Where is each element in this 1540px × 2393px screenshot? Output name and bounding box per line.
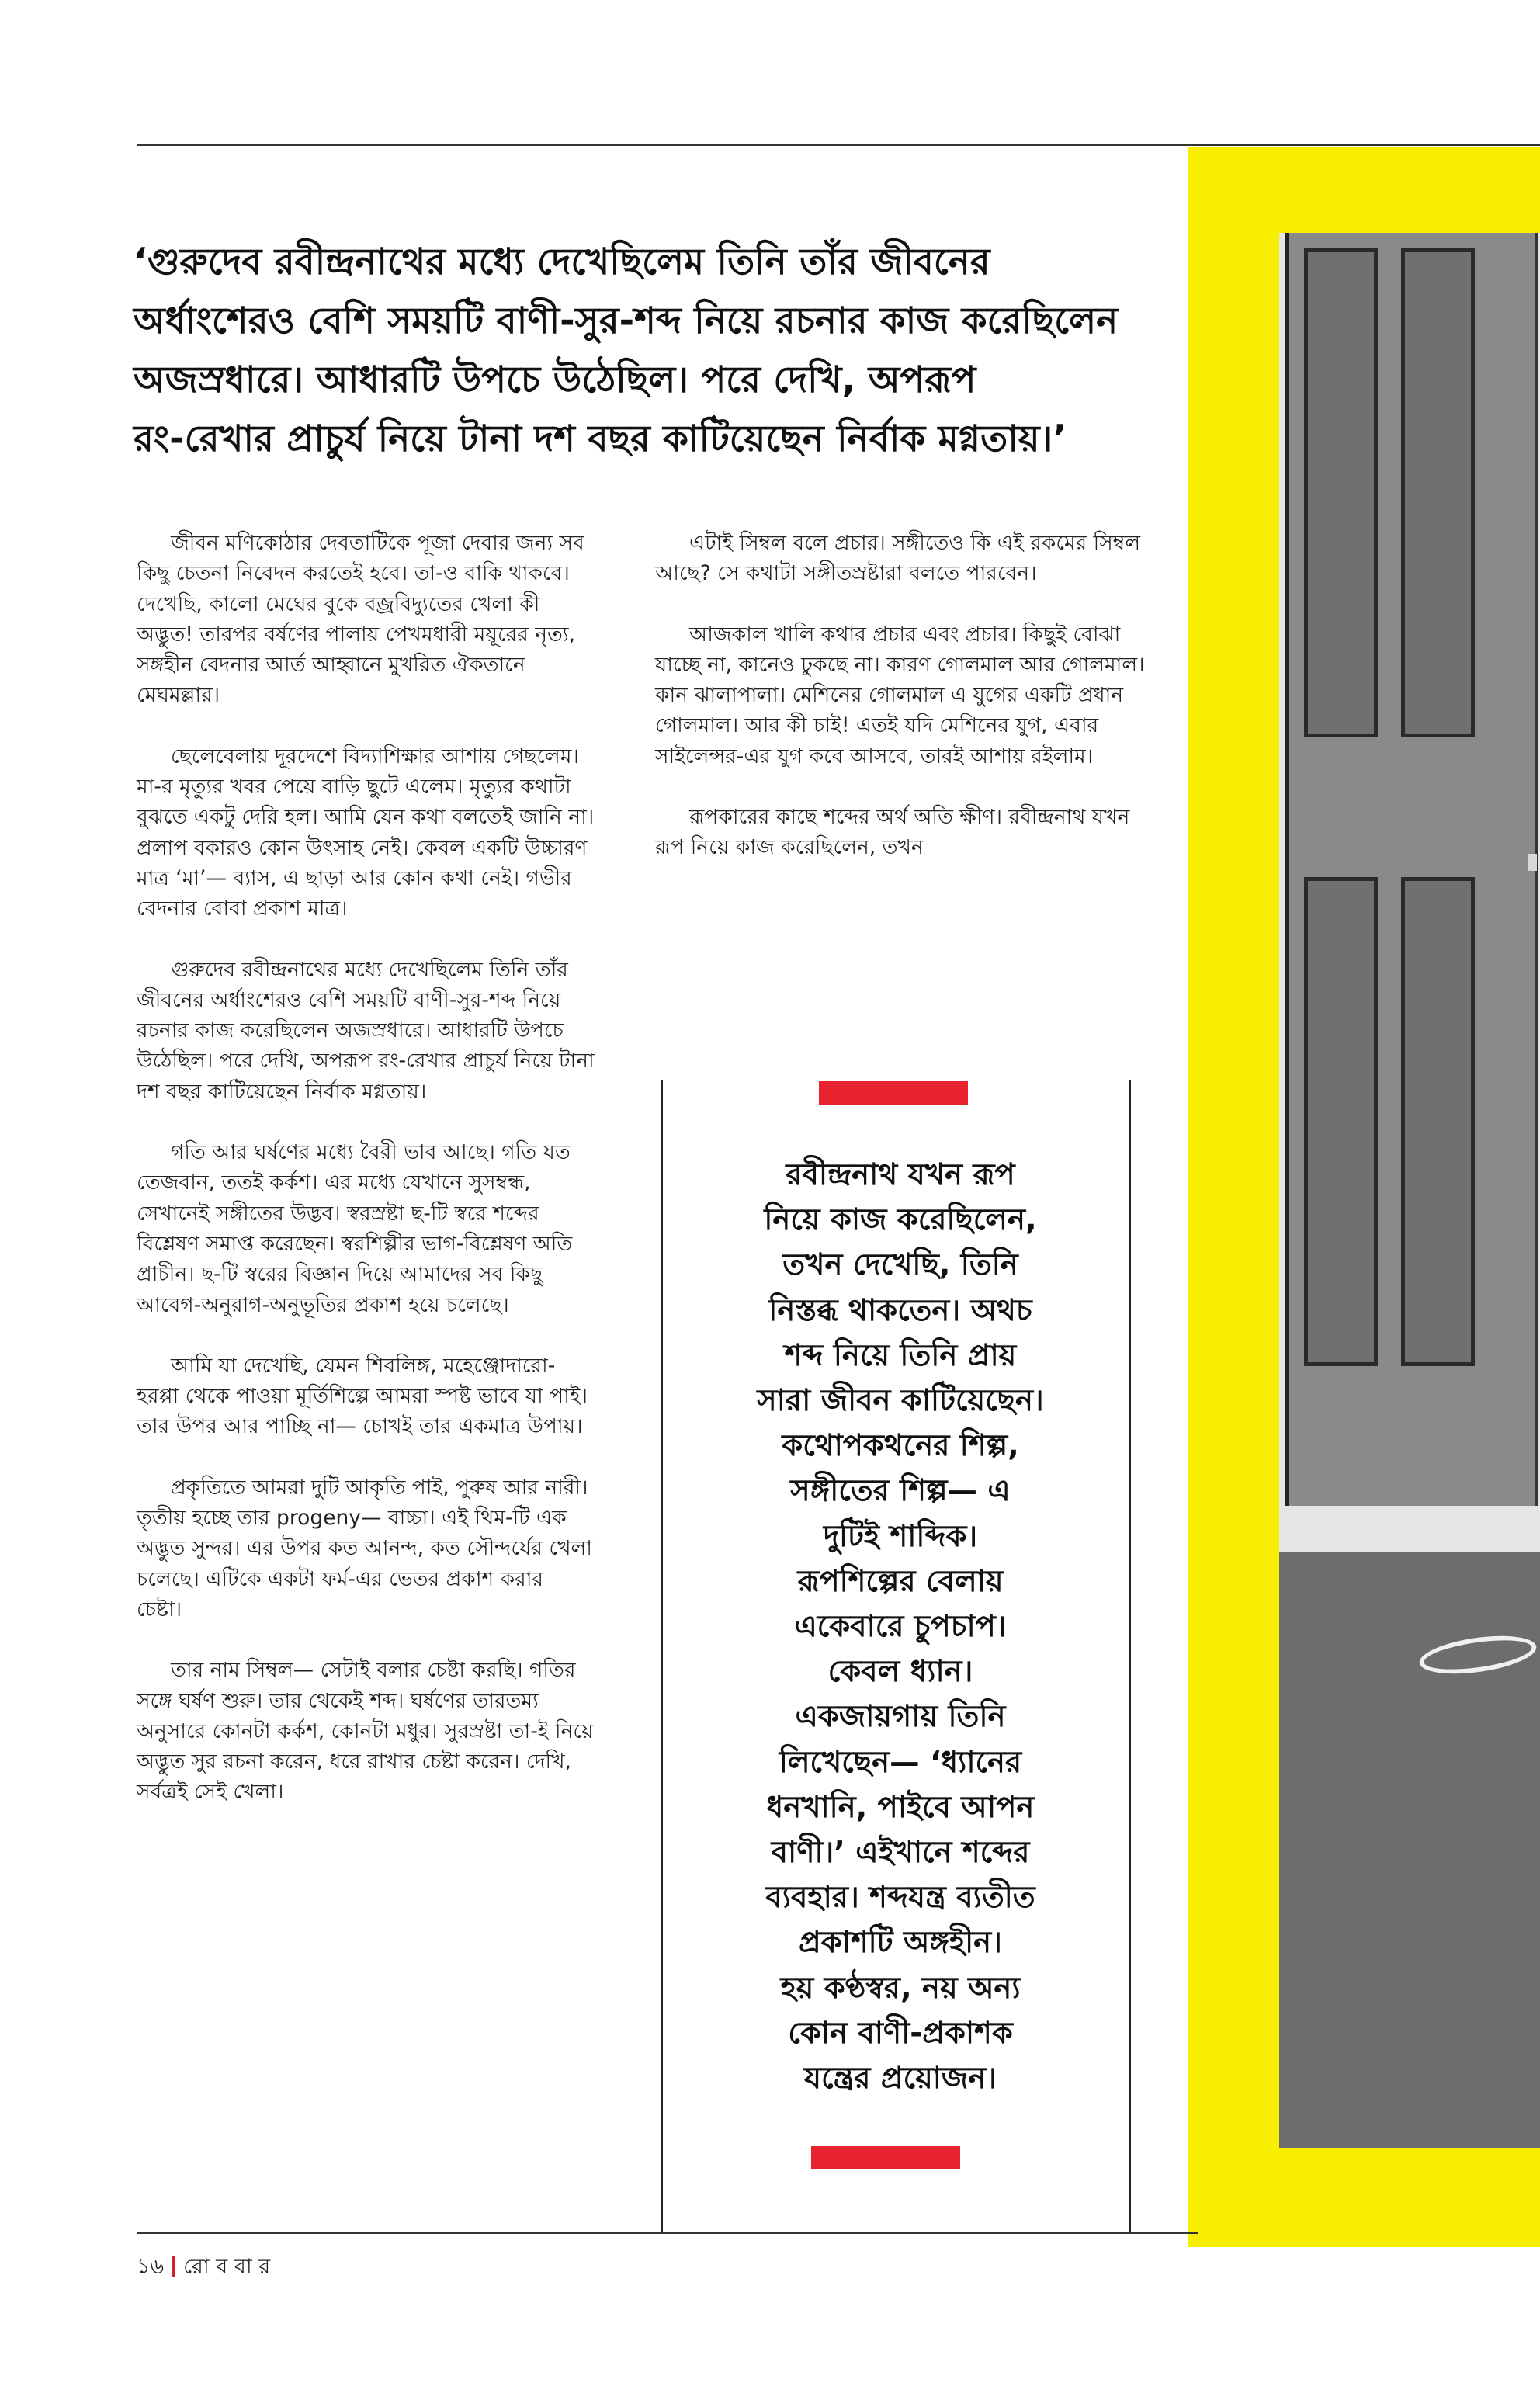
page-number: ১৬ [137, 2255, 165, 2279]
page-footer [137, 2251, 270, 2286]
side-pull-quote [683, 1153, 1118, 2101]
side-quote-line: তখন দেখেছি, তিনি [782, 1247, 1018, 1283]
red-accent-bar-top [819, 1081, 968, 1105]
side-quote-line: প্রকাশটি অঙ্গহীন। [799, 1925, 1002, 1961]
body-paragraph: গতি আর ঘর্ষণের মধ্যে বৈরী ভাব আছে। গতি যত তেজবান, ততই কর্কশ। এর মধ্যে যেখানে সুসম্বন্ধ, সেখানেই সঙ্গীতের উদ্ভব। স্বরস্রষ্টা ছ-টি স্বরে শব্দের বিশ্লেষণ সমাপ্ত করেছেন। স্বরশিল্পীর ভাগ-বিশ্লেষণ অতি প্রাচীন। ছ-টি স্বরের বিজ্ঞান দিয়ে আমাদের সব কিছু আবেগ-অনুরাগ-অনুভূতির প্রকাশ হয়ে চলেছে। [137, 1140, 573, 1317]
pull-quote [134, 233, 1174, 469]
door-panel [1304, 248, 1378, 737]
magazine-name: রো ব বা র [183, 2255, 271, 2279]
side-quote-line: হয় কণ্ঠস্বর, নয় অন্য [780, 1970, 1021, 2006]
sidebar-rule-left [661, 1080, 663, 2232]
side-quote-line: বাণী।’ এইখানে শব্দের [771, 1835, 1030, 1871]
side-quote-line: যন্ত্রের প্রয়োজন। [803, 2061, 997, 2096]
side-quote-line: দুটিই শাব্দিক। [823, 1518, 978, 1554]
door-panel [1401, 248, 1475, 737]
side-quote-line: সারা জীবন কাটিয়েছেন। [757, 1383, 1044, 1419]
side-quote-line: রবীন্দ্রনাথ যখন রূপ [786, 1157, 1015, 1192]
side-quote-line: শব্দ নিয়ে তিনি প্রায় [784, 1337, 1017, 1373]
body-paragraph: প্রকৃতিতে আমরা দুটি আকৃতি পাই, পুরুষ আর নারী। তৃতীয় হচ্ছে তার progeny— বাচ্চা। এই থিম-টি এক অদ্ভুত সুন্দর। এর উপর কত আনন্দ, কত সৌন্দর্যের খেলা চলেছে। এটিকে একটা ফর্ম-এর ভেতর প্রকাশ করার চেষ্টা। [137, 1475, 592, 1621]
door-panel [1304, 877, 1378, 1366]
bottom-rule [137, 2232, 1198, 2234]
side-quote-line: একেবারে চুপচাপ। [794, 1609, 1007, 1645]
side-quote-line: নিয়ে কাজ করেছিলেন, [764, 1202, 1037, 1238]
side-quote-line: কথোপকথনের শিল্প, [782, 1428, 1019, 1464]
body-paragraph: রূপকারের কাছে শব্দের অর্থ অতি ক্ষীণ। রবীন্দ্রনাথ যখন রূপ নিয়ে কাজ করেছিলেন, তখন [655, 805, 1130, 860]
pull-quote-line: ‘গুরুদেব রবীন্দ্রনাথের মধ্যে দেখেছিলেম তিনি তাঁর জীবনের [134, 241, 990, 283]
body-paragraph: ছেলেবেলায় দূরদেশে বিদ্যাশিক্ষার আশায় গেছলেম। মা-র মৃত্যুর খবর পেয়ে বাড়ি ছুটে এলেম। মৃত্যুর কথাটা বুঝতে একটু দেরি হল। আমি যেন কথা বলতেই জানি না। প্রলাপ বকারও কোন উৎসাহ নেই। কেবল একটি উচ্চারণ মাত্র ‘মা’— ব্যাস, এ ছাড়া আর কোন কথা নেই। গভীর বেদনার বোবা প্রকাশ মাত্র। [137, 744, 595, 921]
side-quote-line: নিস্তব্ধ থাকতেন। অথচ [768, 1292, 1032, 1328]
door-photo [1279, 233, 1540, 2148]
side-quote-line: রূপশিল্পের বেলায় [797, 1563, 1004, 1599]
body-column-left [137, 528, 595, 1838]
door-knob [1528, 854, 1537, 871]
side-quote-line: কেবল ধ্যান। [827, 1654, 973, 1690]
door-panel [1401, 877, 1475, 1366]
pull-quote-line: রং-রেখার প্রাচুর্য নিয়ে টানা দশ বছর কাটিয়েছেন নির্বাক মগ্নতায়।’ [134, 418, 1067, 460]
pull-quote-line: অর্ধাংশেরও বেশি সময়টি বাণী-সুর-শব্দ নিয়ে রচনার কাজ করেছিলেন [134, 300, 1119, 342]
red-accent-bar-bottom [811, 2146, 960, 2169]
side-quote-line: একজায়গায় তিনি [795, 1699, 1006, 1735]
side-quote-line: ব্যবহার। শব্দযন্ত্র ব্যতীত [765, 1880, 1035, 1916]
sidebar-rule-right [1129, 1080, 1131, 2232]
pull-quote-line: অজস্রধারে। আধারটি উপচে উঠেছিল। পরে দেখি, অপরূপ [134, 359, 976, 401]
top-rule [137, 144, 1540, 146]
side-quote-line: সঙ্গীতের শিল্প— এ [790, 1473, 1011, 1509]
body-column-right [655, 528, 1152, 893]
side-quote-line: ধনখানি, পাইবে আপন [766, 1789, 1035, 1825]
body-paragraph: আমি যা দেখেছি, যেমন শিবলিঙ্গ, মহেঞ্জোদারো-হরপ্পা থেকে পাওয়া মূর্তিশিল্পে আমরা স্পষ্ট ভাবে যা পাই। তার উপর আর পাচ্ছি না— চোখই তার একমাত্র উপায়। [137, 1353, 588, 1439]
body-paragraph: এটাই সিম্বল বলে প্রচার। সঙ্গীতেও কি এই রকমের সিম্বল আছে? সে কথাটা সঙ্গীতস্রষ্টারা বলতে পারবেন। [655, 531, 1141, 586]
body-paragraph: আজকাল খালি কথার প্রচার এবং প্রচার। কিছুই বোঝা যাচ্ছে না, কানেও ঢুকছে না। কারণ গোলমাল আর গোলমাল। কান ঝালাপালা। মেশিনের গোলমাল এ যুগের একটি প্রধান গোলমাল। আর কী চাই! এতই যদি মেশিনের যুগ, এবার সাইলেন্সর-এর যুগ কবে আসবে, তারই আশায় রইলাম। [655, 622, 1145, 768]
side-quote-line: কোন বাণী-প্রকাশক [788, 2015, 1013, 2051]
body-paragraph: গুরুদেব রবীন্দ্রনাথের মধ্যে দেখেছিলেম তিনি তাঁর জীবনের অর্ধাংশেরও বেশি সময়টি বাণী-সুর-শব্দ নিয়ে রচনার কাজ করেছিলেন অজস্রধারে। আধারটি উপচে উঠেছিল। পরে দেখি, অপরূপ রং-রেখার প্রাচুর্য নিয়ে টানা দশ বছর কাটিয়েছেন নির্বাক মগ্নতায়। [137, 957, 595, 1104]
footer-separator [172, 2256, 175, 2277]
body-paragraph: জীবন মণিকোঠার দেবতাটিকে পূজা দেবার জন্য সব কিছু চেতনা নিবেদন করতেই হবে। তা-ও বাকি থাকবে। দেখেছি, কালো মেঘের বুকে বজ্রবিদ্যুতের খেলা কী অদ্ভুত! তারপর বর্ষণের পালায় পেখমধারী ময়ূরের নৃত্য, সঙ্গহীন বেদনার আর্ত আহ্বানে মুখরিত ঐকতানে মেঘমল্লার। [137, 531, 584, 708]
side-quote-line: লিখেছেন— ‘ধ্যানের [779, 1744, 1022, 1780]
photo-door [1285, 233, 1538, 1506]
body-paragraph: তার নাম সিম্বল— সেটাই বলার চেষ্টা করছি। গতির সঙ্গে ঘর্ষণ শুরু। তার থেকেই শব্দ। ঘর্ষণের তারতম্য অনুসারে কোনটা কর্কশ, কোনটা মধুর। সুরস্রষ্টা তা-ই নিয়ে অদ্ভুত সুর রচনা করেন, ধরে রাখার চেষ্টা করেন। দেখি, সর্বত্রই সেই খেলা। [137, 1658, 594, 1805]
